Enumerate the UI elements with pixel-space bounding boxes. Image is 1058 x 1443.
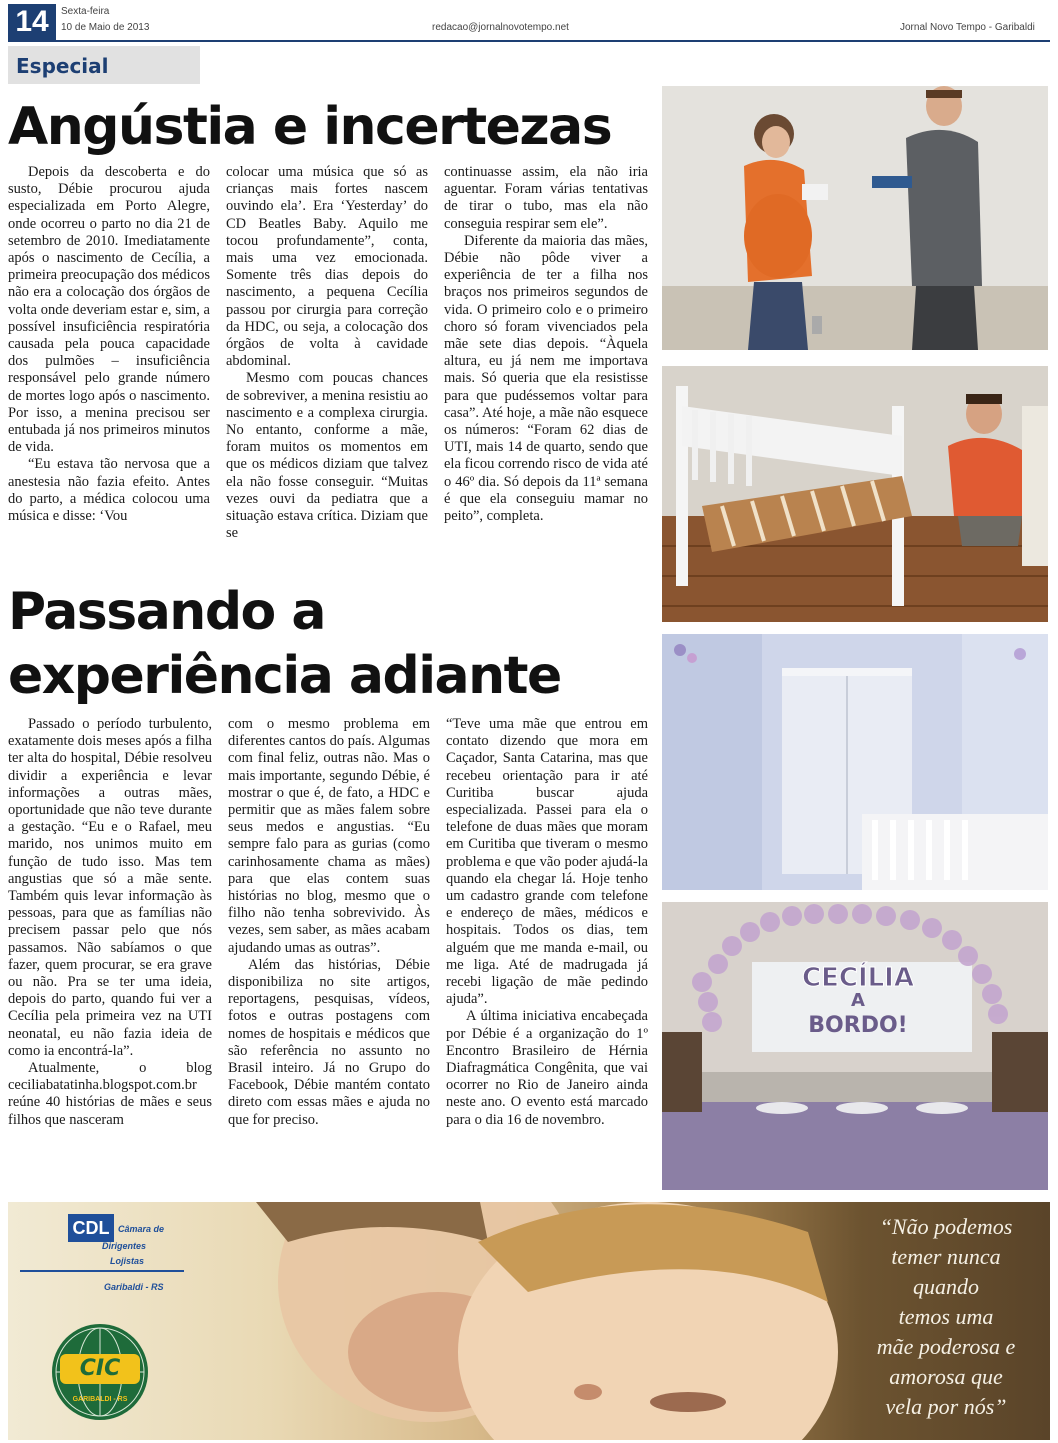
- article2-col2-para: com o mesmo problema em diferentes cantos do país. Algumas com final feliz, outras não. Mas o mais importante, segundo Débie, é mostrar o que é, de fato, a HDC e permitir que as mães falem sobre seus medos e angustias. “Eu sempre falo para as gurias (como carinhosamente chama as mães) para que elas contem suas histórias no blog, mesmo que o filho não tenha sobrevivido. Às vezes, sem saber, as mães acabam ajudando umas as outras”.: [228, 716, 430, 956]
- article2-col3-para: “Teve uma mãe que entrou em contato dizendo que mora em Caçador, Santa Catarina, mas que recebeu orientação para ir até Curitiba buscar ajuda especializada. Passei para ela o telefone de duas mães que moram em Curitiba que tiveram o mesmo problema e que vão poder ajudá-la quando ela chegar lá. Hoje tenho um cadastro grande com telefone e endereço de mães, médicos e hospitais. Todos os dias, tem alguém que me manda e-mail, ou me liga. Até de madrugada já recebi ligação de mãe pedindo ajuda”.: [446, 716, 648, 1008]
- article2-column-3: [446, 716, 648, 1129]
- quote-line: amorosa que: [889, 1364, 1003, 1389]
- header-masthead: Jornal Novo Tempo - Garibaldi: [900, 22, 1035, 33]
- article1-title: Angústia e incertezas: [8, 97, 612, 157]
- article1-col3-para: continuasse assim, ela não iria aguentar. Foram várias tentativas de tirar o tubo, mas ela não conseguia respirar sem ele”.: [444, 164, 648, 232]
- banner-text-line1: CECÍLIA: [802, 963, 914, 993]
- header-date: 10 de Maio de 2013: [61, 22, 150, 33]
- quote-line: temer nunca: [891, 1244, 1001, 1269]
- photo-nursery-room: [662, 634, 1048, 890]
- article1-col1-para: Depois da descoberta e do susto, Débie procurou ajuda especializada em Porto Alegre, onde ocorreu o parto no dia 21 de setembro de 2010. Imediatamente após o nascimento de Cecília, a primeira preocupação dos médicos não era a colocação dos órgãos de volta onde deveriam estar e, sim, a possível insuficiência respiratória causada pela pouca capacidade dos pulmões – insuficiência responsável pelo grande número de mortes logo após o nascimento. Por isso, a menina precisou ser entubada já nos primeiros minutos de vida.: [8, 164, 210, 456]
- quote-line: temos uma: [898, 1304, 994, 1329]
- banner-text-line3: BORDO!: [808, 1013, 908, 1038]
- cdl-logo-mark: CDL: [68, 1214, 114, 1242]
- cic-logo: [48, 1320, 152, 1424]
- banner-text-line2: A: [851, 990, 865, 1011]
- article1-column-3: [444, 164, 648, 525]
- ad-quote: [846, 1212, 1046, 1422]
- page-number: 14: [8, 4, 56, 40]
- article2-col1-para: Passado o período turbulento, exatamente dois meses após a filha ter alta do hospital, Débie resolveu dividir a experiência e levar informações a outras mães, oportunidade que não teve durante a gestação. “Eu e o Rafael, meu marido, nos unimos muito em função de tudo isso. Mas tem angustias que só a mãe sente. Também quis levar informação às pessoas, para que as famílias não precisem passar pelo que nós passamos. Não sabíamos o que fazer, quem procurar, se era grave ou não. Pra se ter uma ideia, depois do parto, quando fui ver a Cecília pela primeira vez na UTI neonatal, eu não fazia ideia de como ia encontrá-la”.: [8, 716, 212, 1059]
- article2-column-1: [8, 716, 212, 1129]
- cdl-rule: [20, 1270, 184, 1272]
- header-rule: [8, 40, 1050, 42]
- cdl-city: Garibaldi - RS: [104, 1282, 164, 1292]
- quote-line: mãe poderosa e: [876, 1334, 1016, 1359]
- article1-col2-para: Mesmo com poucas chances de sobreviver, a menina resistiu ao nascimento e a complexa cirurgia. No entanto, conforme a mãe, foram muitos os momentos em que os médicos diziam que talvez ela não fosse conseguir. “Muitas vezes ouvi da pediatra que a situação estava crítica. Diziam que se: [226, 370, 428, 542]
- article2-col2-para: Além das histórias, Débie disponibiliza no site artigos, reportagens, pesquisas, vídeos, fotos e outras postagens com nomes de hospitais e médicos que são referência no assunto no Brasil inteiro. Já no Grupo do Facebook, Débie mantém contato direto com essas mães e ajuda no que for preciso.: [228, 956, 430, 1128]
- article1-column-2: [226, 164, 428, 542]
- quote-line: quando: [913, 1274, 979, 1299]
- article2-col1-para: Atualmente, o blog ceciliabatatinha.blogspot.com.br reúne 40 histórias de mães e seus filhos que nasceram: [8, 1060, 212, 1128]
- cdl-logo: [20, 1214, 184, 1292]
- cdl-name-line2: Dirigentes: [102, 1241, 147, 1251]
- cdl-name-line3: Lojistas: [110, 1256, 145, 1266]
- article2-col3-para: A última iniciativa encabeçada por Débie é a organização do 1º Encontro Brasileiro de Hérnia Diafragmática Congênita, que vai ocorrer no Rio de Janeiro ainda neste ano. O evento está marcado para o dia 16 de novembro.: [446, 1008, 648, 1128]
- header-email[interactable]: redacao@jornalnovotempo.net: [432, 22, 569, 33]
- cic-logo-mark: CIC: [79, 1356, 121, 1381]
- photo-crib-assembly: [662, 366, 1048, 622]
- quote-line: “Não podemos: [879, 1214, 1013, 1239]
- article1-col3-para: Diferente da maioria das mães, Débie não pôde viver a experiência de ter a filha nos braços nos primeiros segundos de vida. O primeiro colo e o primeiro choro só foram vivenciados pela mãe sete dias depois. “Àquela altura, eu já nem me importava mais. Só queria que ela resistisse para que pudéssemos voltar para casa”. Até hoje, a mãe não esquece os números: “Foram 62 dias de UTI, mais 14 de quarto, sendo que ela ficou correndo risco de vida até o 46º dia. Só depois da 11ª semana é que ela conseguiu mamar no peito”, completa.: [444, 232, 648, 525]
- photo-couple-painting: [662, 86, 1048, 350]
- article1-col2-para: colocar uma música que só as crianças mais fortes nascem ouvindo ela’. Era ‘Yesterday’ do CD Beatles Baby. Aquilo me tocou profundamente”, conta, mais uma vez emocionada. Somente três dias depois do nascimento, a pequena Cecília passou por cirurgia para correção da HDC, ou seja, a colocação dos órgãos de volta à cavidade abdominal.: [226, 164, 428, 370]
- article2-title: Passando a experiência adiante: [8, 582, 561, 706]
- cdl-name-line1: Câmara de: [118, 1224, 165, 1234]
- article1-col1-para: “Eu estava tão nervosa que a anestesia não fazia efeito. Antes do parto, a médica colocou uma música e disse: ‘Vou: [8, 456, 210, 525]
- quote-line: vela por nós”: [885, 1394, 1007, 1419]
- header-weekday: Sexta-feira: [61, 6, 110, 17]
- section-tag: Especial: [8, 46, 200, 84]
- article2-column-2: [228, 716, 430, 1129]
- cic-city: GARIBALDI - RS: [72, 1396, 128, 1403]
- photo-party-banner: [662, 902, 1048, 1190]
- article1-column-1: [8, 164, 210, 525]
